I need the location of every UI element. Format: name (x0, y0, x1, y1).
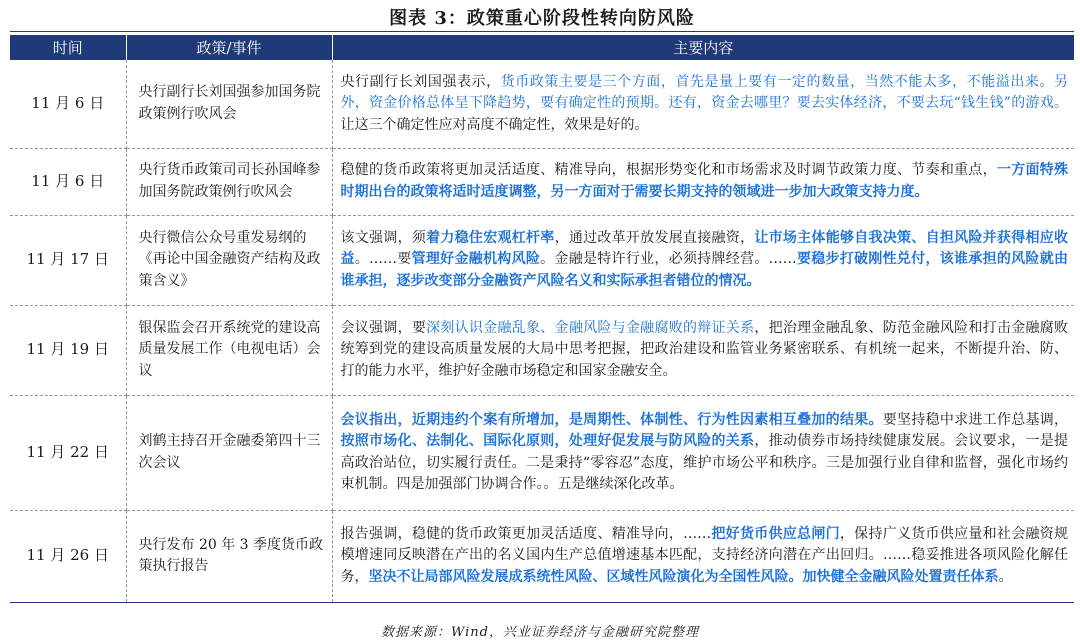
table-row (10, 148, 1074, 215)
content-text: 。金融是特许行业，必须持牌经营。…… (540, 251, 797, 268)
content-text: 让这三个确定性应对高度不确定性，效果是好的。 (340, 116, 649, 133)
figure-title-bar (10, 2, 1074, 32)
row-event: 央行发布 20 年 3 季度货币政策执行报告 (126, 510, 332, 602)
content-text: 该文强调，须 (340, 229, 427, 246)
header-event: 政策/事件 (126, 35, 332, 60)
content-text: ，保持广义货币供应量和社会融资规模增速同反映潜在产出的名义国内生产总值增速基本匹配，支持经济向潜在产出回归。……稳妥推进各项风险化解任务， (340, 525, 1069, 585)
row-content (332, 305, 1074, 395)
row-date: 11 月 26 日 (10, 510, 126, 602)
content-highlight: 要稳步打破刚性兑付，该谁承担的风险就由谁承担，逐步改变部分金融资产风险名义和实际承担者错位的情况。 (340, 251, 1068, 289)
content-text: 央行副行长刘国强表示， (340, 73, 501, 90)
source-note: 数据来源：Wind，兴业证券经济与金融研究院整理 (381, 625, 699, 640)
table-row (10, 395, 1074, 510)
content-highlight: 一方面特殊时期出台的政策将适时适度调整，另一方面对于需要长期支持的领域进一步加大政策支持力度。 (340, 162, 1069, 200)
content-text: ，把治理金融乱象、防范金融风险和打击金融腐败统筹到党的建设高质量发展的大局中思考把握，把政治建设和监管业务紧密联系、有机统一起来，不断提升治、防、打的能力水平，维护好金融市场稳定和国家金融安全。 (340, 319, 1069, 379)
row-event: 银保监会召开系统党的建设高质量发展工作（电视电话）会议 (126, 305, 332, 395)
content-text: 稳健的货币政策将更加灵活适度、精准导向，根据形势变化和市场需求及时调节政策力度、节奏和重点， (340, 162, 997, 178)
content-text: ，通过改革开放发展直接融资， (554, 229, 755, 246)
table-row (10, 60, 1074, 148)
content-text: 。 (998, 568, 1013, 585)
policy-table (10, 35, 1074, 603)
content-text: 。……要 (354, 251, 412, 268)
table-row (10, 305, 1074, 395)
row-event: 央行微信公众号重发易纲的《再论中国金融资产结构及政策含义》 (126, 215, 332, 305)
content-highlight: 会议指出，近期违约个案有所增加，是周期性、体制性、行为性因素相互叠加的结果。 (340, 411, 883, 428)
content-highlight: 按照市场化、法制化、国际化原则，处理好促发展与防风险的关系 (340, 433, 755, 449)
row-content (332, 215, 1074, 305)
row-date: 11 月 22 日 (10, 395, 126, 510)
figure-title: 图表 3：政策重心阶段性转向防风险 (389, 8, 695, 29)
content-text: 会议强调，要 (340, 319, 427, 336)
row-date: 11 月 19 日 (10, 305, 126, 395)
content-highlight: 深刻认识金融乱象、金融风险与金融腐败的辩证关系 (426, 319, 755, 336)
content-text: 报告强调，稳健的货币政策更加灵活适度、精准导向，…… (340, 525, 712, 542)
row-content (332, 510, 1074, 602)
row-event: 央行副行长刘国强参加国务院政策例行吹风会 (126, 60, 332, 148)
row-event: 央行货币政策司司长孙国峰参加国务院政策例行吹风会 (126, 148, 332, 215)
row-content (332, 60, 1074, 148)
content-highlight: 货币政策主要是三个方面，首先是量上要有一定的数量，当然不能太多，不能溢出来。另外，资金价格总体呈下降趋势，要有确定性的预期。还有，资金去哪里？要去实体经济，不要去玩“钱生钱”的游戏。 (340, 73, 1069, 111)
content-highlight: 把好货币供应总闸门 (711, 525, 840, 542)
content-highlight: 让市场主体能够自我决策、自担风险并获得相应收益 (340, 229, 1069, 268)
header-date: 时间 (10, 35, 126, 60)
content-highlight: 着力稳住宏观杠杆率 (426, 229, 555, 246)
content-text: ，推动债券市场持续健康发展。会议要求，一是提高政治站位，切实履行责任。二是秉持“零容忍”态度，维护市场公平和秩序。三是加强行业自律和监督，强化市场约束机制。四是加强部门协调合作。。五是继续深化改革。 (340, 433, 1068, 492)
content-text: 要坚持稳中求进工作总基调， (882, 411, 1069, 428)
table-row (10, 510, 1074, 602)
row-date: 11 月 6 日 (10, 60, 126, 148)
content-highlight: 管理好金融机构风险 (411, 251, 541, 268)
header-content: 主要内容 (332, 35, 1074, 60)
row-event: 刘鹤主持召开金融委第四十三次会议 (126, 395, 332, 510)
table-row (10, 215, 1074, 305)
row-date: 11 月 6 日 (10, 148, 126, 215)
row-content (332, 148, 1074, 215)
row-content (332, 395, 1074, 510)
table-header-row (10, 35, 1074, 60)
content-highlight: 坚决不让局部风险发展成系统性风险、区域性风险演化为全国性风险。加快健全金融风险处置责任体系 (368, 568, 999, 585)
row-date: 11 月 17 日 (10, 215, 126, 305)
